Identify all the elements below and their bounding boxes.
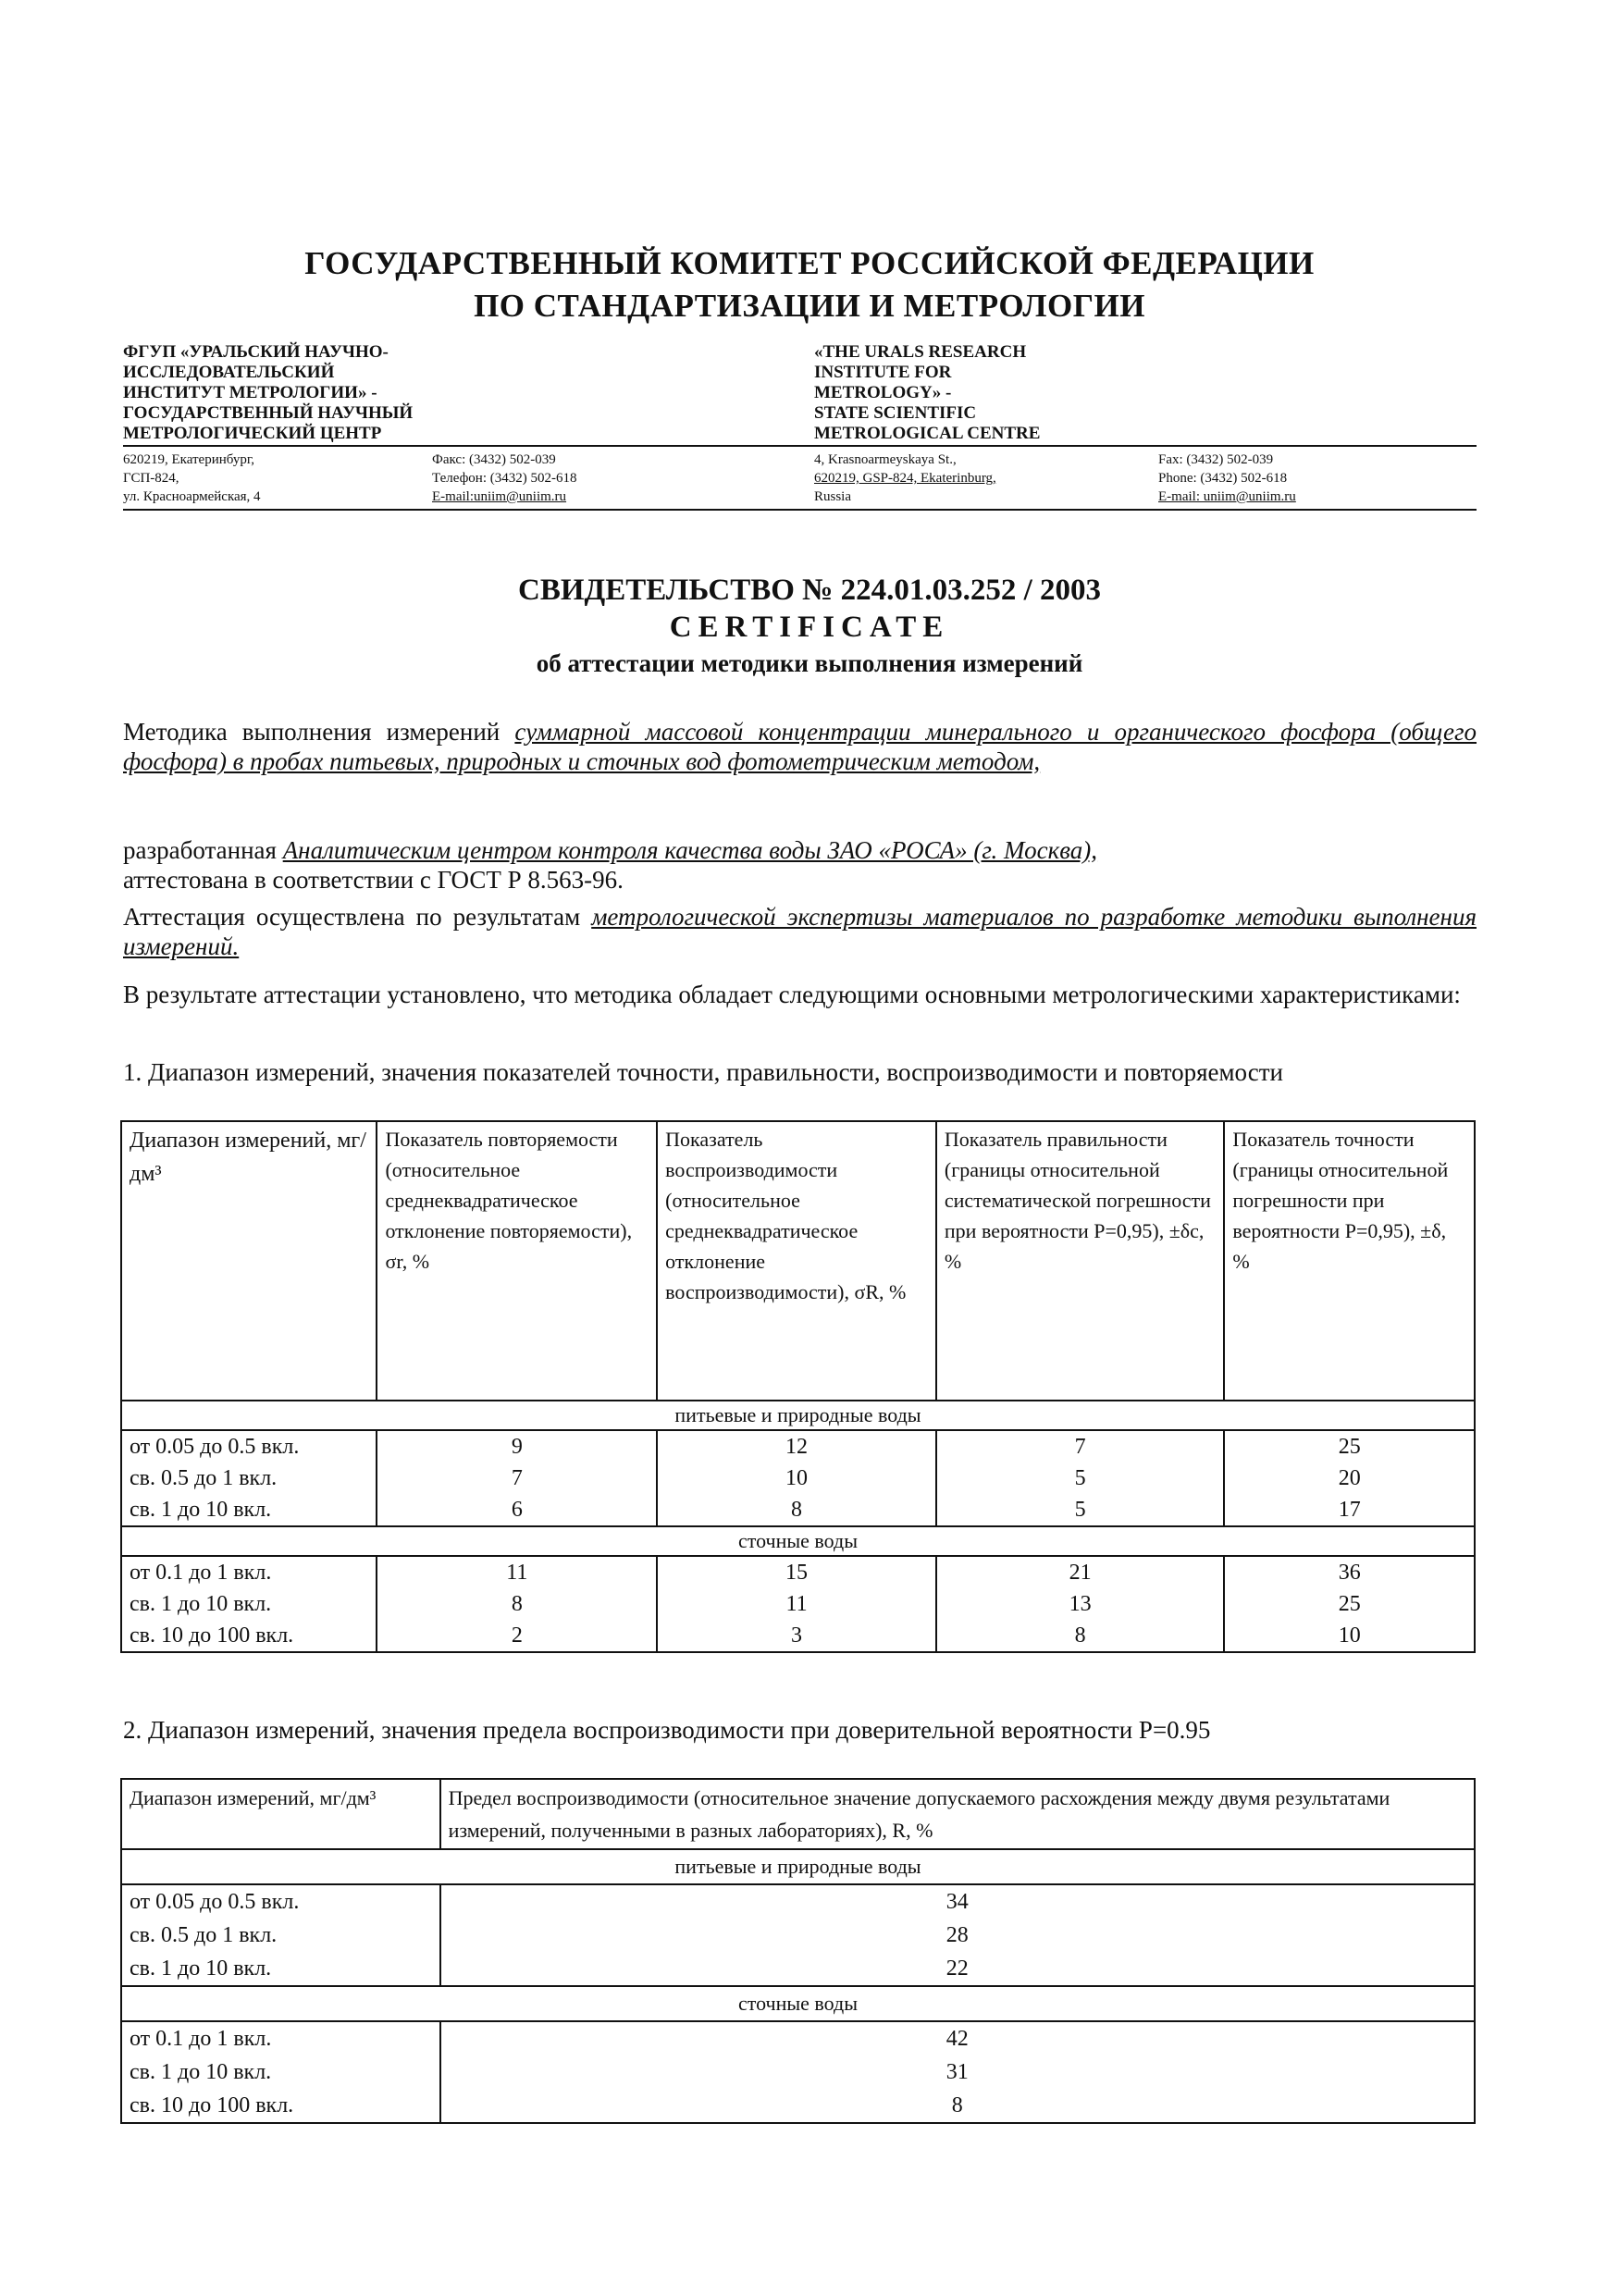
address-ru-line: ГСП-824, bbox=[123, 471, 179, 486]
table-row bbox=[121, 1494, 1475, 1526]
value-cell: 42 bbox=[440, 2021, 1475, 2055]
table-row bbox=[121, 1463, 1475, 1494]
paragraph-method bbox=[123, 717, 1477, 776]
header-divider-bottom bbox=[123, 509, 1477, 511]
address-en-line: 620219, GSP-824, Ekaterinburg, bbox=[814, 471, 996, 486]
developer-lead: разработанная bbox=[123, 836, 277, 864]
value-cell: 10 bbox=[657, 1463, 936, 1494]
method-lead: Методика выполнения измерений bbox=[123, 718, 501, 746]
range-cell: св. 0.5 до 1 вкл. bbox=[121, 1919, 440, 1952]
range-cell: св. 1 до 10 вкл. bbox=[121, 1588, 377, 1620]
header-repeatability: Показатель повторяемости (относительное среднеквадратическое отклонение повторяемости), σr, % bbox=[377, 1121, 657, 1401]
paragraph-result: В результате аттестации установлено, что методика обладает следующими основными метрологическими характеристиками: bbox=[123, 981, 1461, 1008]
value-cell: 12 bbox=[657, 1430, 936, 1463]
value-cell: 17 bbox=[1224, 1494, 1475, 1526]
range-cell: св. 1 до 10 вкл. bbox=[121, 1952, 440, 1986]
value-cell: 7 bbox=[936, 1430, 1225, 1463]
paragraph-developer bbox=[123, 835, 1477, 865]
table-row bbox=[121, 2089, 1475, 2123]
range-cell: от 0.1 до 1 вкл. bbox=[121, 1556, 377, 1588]
section-label: сточные воды bbox=[121, 1986, 1475, 2021]
value-cell: 21 bbox=[936, 1556, 1225, 1588]
org-en-line: INSTITUTE FOR bbox=[814, 363, 952, 382]
table-header-row bbox=[121, 1779, 1475, 1849]
value-cell: 25 bbox=[1224, 1588, 1475, 1620]
value-cell: 8 bbox=[377, 1588, 657, 1620]
table-row bbox=[121, 1884, 1475, 1919]
address-en-line: 4, Krasnoarmeyskaya St., bbox=[814, 452, 957, 467]
value-cell: 6 bbox=[377, 1494, 657, 1526]
value-cell: 15 bbox=[657, 1556, 936, 1588]
value-cell: 31 bbox=[440, 2055, 1475, 2089]
value-cell: 8 bbox=[440, 2089, 1475, 2123]
basis-lead: Аттестация осуществлена по результатам bbox=[123, 903, 581, 931]
value-cell: 3 bbox=[657, 1620, 936, 1652]
fax-ru: Факс: (3432) 502-039 bbox=[432, 452, 556, 467]
table-row bbox=[121, 1919, 1475, 1952]
table-row bbox=[121, 1556, 1475, 1588]
header-accuracy: Показатель точности (границы относительной погрешности при вероятности P=0,95), ±δ, % bbox=[1224, 1121, 1475, 1401]
contacts-en bbox=[1158, 451, 1296, 506]
org-en-line: METROLOGICAL CENTRE bbox=[814, 424, 1041, 443]
value-cell: 25 bbox=[1224, 1430, 1475, 1463]
value-cell: 28 bbox=[440, 1919, 1475, 1952]
value-cell: 10 bbox=[1224, 1620, 1475, 1652]
contacts-ru bbox=[432, 451, 576, 506]
table-header-row bbox=[121, 1121, 1475, 1401]
header-trueness: Показатель правильности (границы относительной систематической погрешности при вероятности P=0,95), ±δc, % bbox=[936, 1121, 1225, 1401]
email-en: E-mail: uniim@uniim.ru bbox=[1158, 489, 1296, 504]
range-cell: от 0.05 до 0.5 вкл. bbox=[121, 1884, 440, 1919]
org-ru-line: ФГУП «УРАЛЬСКИЙ НАУЧНО- bbox=[123, 342, 389, 362]
org-ru-line: ИССЛЕДОВАТЕЛЬСКИЙ bbox=[123, 363, 335, 382]
committee-header bbox=[0, 242, 1619, 327]
value-cell: 7 bbox=[377, 1463, 657, 1494]
header-range: Диапазон измерений, мг/дм³ bbox=[121, 1121, 377, 1401]
address-ru-line: 620219, Екатеринбург, bbox=[123, 452, 255, 467]
certificate-subtitle: об аттестации методики выполнения измерений bbox=[536, 649, 1083, 677]
range-cell: от 0.1 до 1 вкл. bbox=[121, 2021, 440, 2055]
org-ru-line: ГОСУДАРСТВЕННЫЙ НАУЧНЫЙ bbox=[123, 403, 414, 423]
table-row bbox=[121, 2021, 1475, 2055]
section-label: питьевые и природные воды bbox=[121, 1849, 1475, 1884]
address-ru-line: ул. Красноармейская, 4 bbox=[123, 489, 261, 504]
phone-ru: Телефон: (3432) 502-618 bbox=[432, 471, 577, 486]
table-row bbox=[121, 1952, 1475, 1986]
org-name-en bbox=[814, 342, 1203, 444]
section-label: питьевые и природные воды bbox=[121, 1401, 1475, 1430]
section-label: сточные воды bbox=[121, 1526, 1475, 1556]
value-cell: 22 bbox=[440, 1952, 1475, 1986]
phone-en: Phone: (3432) 502-618 bbox=[1158, 471, 1288, 486]
address-en bbox=[814, 451, 996, 506]
value-cell: 34 bbox=[440, 1884, 1475, 1919]
org-ru-line: ИНСТИТУТ МЕТРОЛОГИИ» - bbox=[123, 383, 377, 402]
section-1-heading: 1. Диапазон измерений, значения показателей точности, правильности, воспроизводимости и повторяемости bbox=[123, 1058, 1283, 1086]
range-cell: св. 10 до 100 вкл. bbox=[121, 1620, 377, 1652]
value-cell: 11 bbox=[657, 1588, 936, 1620]
basis-name: метрологической экспертизы материалов по разработке методики выполнения измерений. bbox=[123, 903, 1477, 960]
metrology-table-2 bbox=[120, 1778, 1476, 2124]
org-en-line: «THE URALS RESEARCH bbox=[814, 342, 1027, 362]
value-cell: 5 bbox=[936, 1494, 1225, 1526]
header-reproducibility: Показатель воспроизводимости (относительное среднеквадратическое отклонение воспроизводимости), σR, % bbox=[657, 1121, 936, 1401]
metrology-table-1 bbox=[120, 1120, 1476, 1653]
value-cell: 5 bbox=[936, 1463, 1225, 1494]
table-row bbox=[121, 1588, 1475, 1620]
paragraph-standard: аттестована в соответствии с ГОСТ Р 8.563-96. bbox=[123, 866, 624, 894]
paragraph-basis bbox=[123, 902, 1477, 961]
fax-en: Fax: (3432) 502-039 bbox=[1158, 452, 1274, 467]
table-section-row bbox=[121, 1401, 1475, 1430]
range-cell: св. 1 до 10 вкл. bbox=[121, 2055, 440, 2089]
range-cell: св. 10 до 100 вкл. bbox=[121, 2089, 440, 2123]
address-ru bbox=[123, 451, 261, 506]
value-cell: 36 bbox=[1224, 1556, 1475, 1588]
table-row bbox=[121, 1620, 1475, 1652]
certificate-title: СВИДЕТЕЛЬСТВО № 224.01.03.252 / 2003 bbox=[518, 574, 1101, 607]
org-en-line: STATE SCIENTIFIC bbox=[814, 403, 977, 423]
committee-line-1: ГОСУДАРСТВЕННЫЙ КОМИТЕТ РОССИЙСКОЙ ФЕДЕРАЦИИ bbox=[304, 245, 1315, 281]
range-cell: от 0.05 до 0.5 вкл. bbox=[121, 1430, 377, 1463]
org-ru-line: МЕТРОЛОГИЧЕСКИЙ ЦЕНТР bbox=[123, 424, 382, 443]
value-cell: 8 bbox=[657, 1494, 936, 1526]
committee-line-2: ПО СТАНДАРТИЗАЦИИ И МЕТРОЛОГИИ bbox=[474, 288, 1145, 324]
table-section-row bbox=[121, 1849, 1475, 1884]
value-cell: 13 bbox=[936, 1588, 1225, 1620]
value-cell: 2 bbox=[377, 1620, 657, 1652]
table-section-row bbox=[121, 1986, 1475, 2021]
table-row bbox=[121, 1430, 1475, 1463]
email-ru: E-mail:uniim@uniim.ru bbox=[432, 489, 567, 504]
header-divider-top bbox=[123, 445, 1477, 447]
method-name: суммарной массовой концентрации минерального и органического фосфора (общего фосфора) в пробах питьевых, природных и сточных вод фотометрическим методом, bbox=[123, 718, 1477, 775]
certificate-title-en: CERTIFICATE bbox=[669, 611, 950, 644]
range-cell: св. 1 до 10 вкл. bbox=[121, 1494, 377, 1526]
header-reproducibility-limit: Предел воспроизводимости (относительное значение допускаемого расхождения между двумя результатами измерений, полученными в разных лабораториях), R, % bbox=[440, 1779, 1475, 1849]
value-cell: 9 bbox=[377, 1430, 657, 1463]
value-cell: 11 bbox=[377, 1556, 657, 1588]
section-2-heading: 2. Диапазон измерений, значения предела воспроизводимости при доверительной вероятности P=0.95 bbox=[123, 1716, 1211, 1744]
org-name-ru bbox=[123, 342, 512, 444]
value-cell: 20 bbox=[1224, 1463, 1475, 1494]
range-cell: св. 0.5 до 1 вкл. bbox=[121, 1463, 377, 1494]
developer-name: Аналитическим центром контроля качества воды ЗАО «РОСА» (г. Москва), bbox=[282, 836, 1098, 864]
header-range: Диапазон измерений, мг/дм³ bbox=[121, 1779, 440, 1849]
org-en-line: METROLOGY» - bbox=[814, 383, 952, 402]
table-section-row bbox=[121, 1526, 1475, 1556]
value-cell: 8 bbox=[936, 1620, 1225, 1652]
address-en-line: Russia bbox=[814, 489, 852, 504]
table-row bbox=[121, 2055, 1475, 2089]
